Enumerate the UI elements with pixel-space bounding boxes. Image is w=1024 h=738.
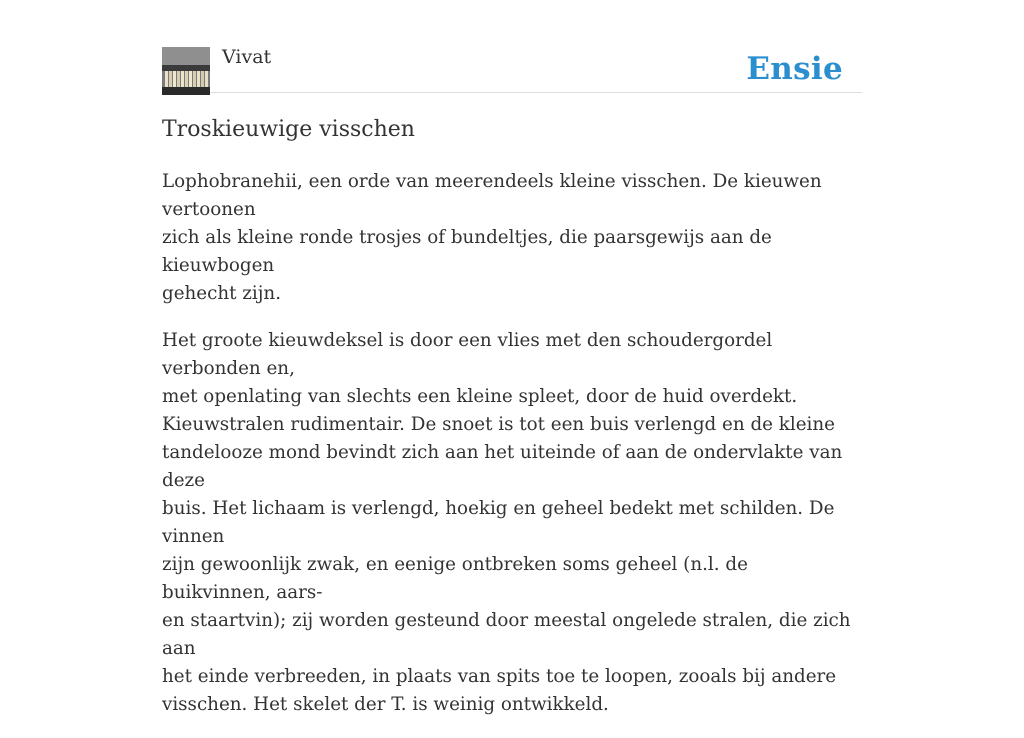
avatar[interactable] — [162, 47, 210, 95]
header — [162, 0, 862, 93]
text-line: buis. Het lichaam is verlengd, hoekig en geheel bedekt met schilden. De vinnen — [162, 498, 835, 547]
text-line: zich als kleine ronde trosjes of bundeltjes, die paarsgewijs aan de kieuwbogen — [162, 227, 772, 276]
article-title: Troskieuwige visschen — [162, 117, 415, 142]
text-line: Kieuwstralen rudimentair. De snoet is tot een buis verlengd en de kleine — [162, 414, 835, 435]
text-line: zijn gewoonlijk zwak, en eenige ontbreken soms geheel (n.l. de buikvinnen, aars- — [162, 554, 748, 603]
paragraph — [162, 327, 862, 719]
article-body — [162, 168, 862, 738]
page — [162, 0, 862, 715]
text-line: het einde verbreeden, in plaats van spits toe te loopen, zooals bij andere — [162, 666, 837, 687]
avatar-image — [162, 47, 210, 95]
brand-logo[interactable]: Ensie — [746, 51, 843, 87]
paragraph — [162, 168, 862, 308]
text-line: Lophobranehii, een orde van meerendeels kleine visschen. De kieuwen vertoonen — [162, 171, 822, 220]
author-name[interactable]: Vivat — [222, 46, 272, 68]
text-line: tandelooze mond bevindt zich aan het uiteinde of aan de ondervlakte van deze — [162, 442, 843, 491]
text-line: en staartvin); zij worden gesteund door meestal ongelede stralen, die zich aan — [162, 610, 851, 659]
text-line: gehecht zijn. — [162, 283, 282, 304]
text-line: met openlating van slechts een kleine spleet, door de huid overdekt. — [162, 386, 798, 407]
text-line: Het groote kieuwdeksel is door een vlies met den schoudergordel verbonden en, — [162, 330, 773, 379]
text-line: visschen. Het skelet der T. is weinig ontwikkeld. — [162, 694, 609, 715]
